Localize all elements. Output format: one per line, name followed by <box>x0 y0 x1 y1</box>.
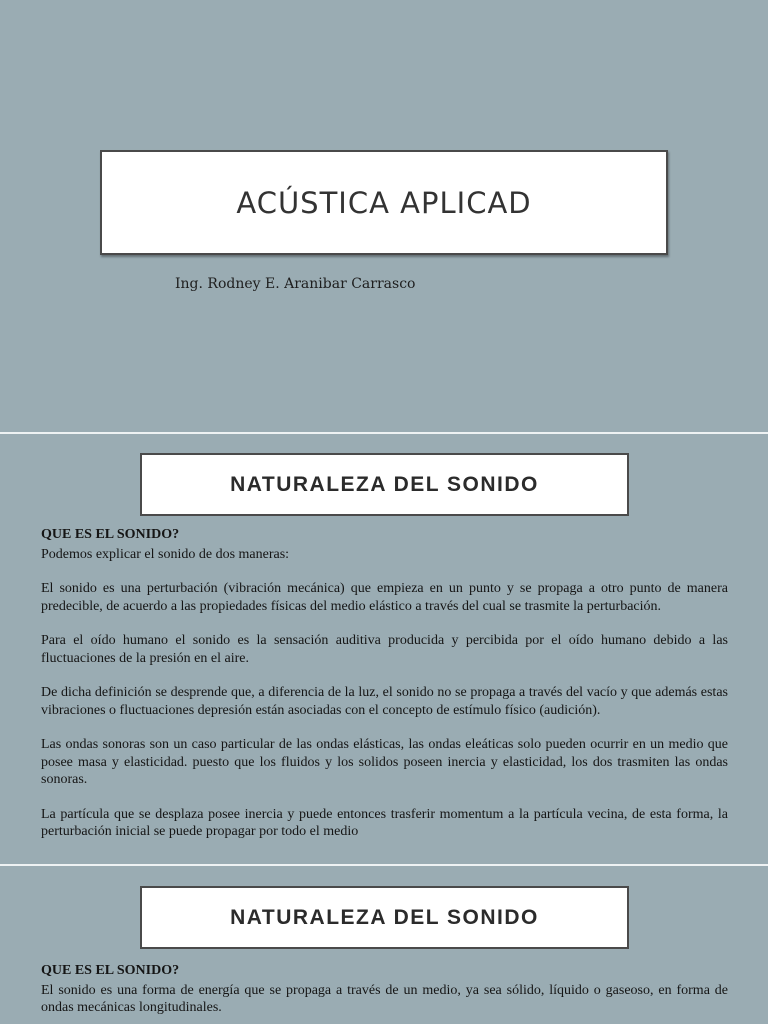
slide-naturaleza-2 <box>0 866 768 1024</box>
slide-title <box>0 0 768 432</box>
paragraph: Para el oído humano el sonido es la sensación auditiva producida y percibida por el oído humano debido a las fluctuaciones de la presión en el aire. <box>41 633 728 666</box>
section-title: NATURALEZA DEL SONIDO <box>230 472 539 496</box>
slide-naturaleza-1 <box>0 434 768 864</box>
slide-body <box>41 962 728 1024</box>
question-heading: QUE ES EL SONIDO? <box>41 963 180 978</box>
section-title-box <box>140 886 629 949</box>
author-name: Ing. Rodney E. Aranibar Carrasco <box>175 276 416 292</box>
paragraph: Podemos explicar el sonido de dos maneras: <box>41 546 290 562</box>
section-title: NATURALEZA DEL SONIDO <box>230 905 539 929</box>
paragraph: De dicha definición se desprende que, a diferencia de la luz, el sonido no se propaga a través del vacío y que además estas vibraciones o fluctuaciones depresión están asociadas con el concepto de estímulo físico (audición). <box>41 685 728 718</box>
section-title-box <box>140 453 629 516</box>
paragraph: La partícula que se desplaza posee inercia y puede entonces trasferir momentum a la partícula vecina, de esta forma, la perturbación inicial se puede propagar por todo el medio <box>41 806 728 839</box>
slide-body <box>41 526 728 858</box>
paragraph: Las ondas sonoras son un caso particular de las ondas elásticas, las ondas eleáticas solo pueden ocurrir en un medio que posee masa y elasticidad. puesto que los fluidos y los solidos poseen inercia y elasticidad, los dos trasmiten las ondas sonoras. <box>41 737 728 787</box>
paragraph: El sonido es una perturbación (vibración mecánica) que empieza en un punto y se propaga a otro punto de manera predecible, de acuerdo a las propiedades físicas del medio elástico a través del cual se trasmite la perturbación. <box>41 581 728 614</box>
question-heading: QUE ES EL SONIDO? <box>41 527 180 542</box>
presentation-title: ACÚSTICA APLICAD <box>236 185 532 220</box>
title-box <box>100 150 668 255</box>
paragraph: El sonido es una forma de energía que se propaga a través de un medio, ya sea sólido, líquido o gaseoso, en forma de ondas mecánicas longitudinales. <box>41 982 728 1015</box>
